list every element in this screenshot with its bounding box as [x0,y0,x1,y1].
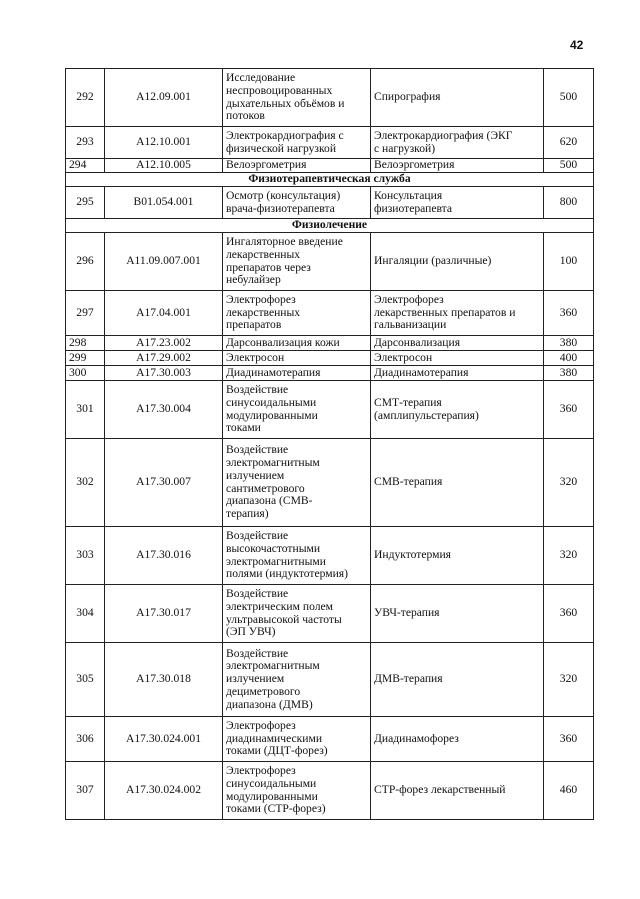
service-code: A17.30.024.001 [105,717,223,762]
service-code: A17.29.002 [105,351,223,366]
service-code: A12.09.001 [105,69,223,127]
service-short-name: СМВ-терапия [371,439,544,527]
service-price: 320 [544,439,594,527]
service-code: A17.30.004 [105,381,223,439]
table-row [66,381,594,439]
row-number: 299 [66,351,105,366]
service-price: 500 [544,159,594,173]
service-name: Электрофорез диадинамическими токами (ДЦТ-форез) [223,717,371,762]
row-number: 301 [66,381,105,439]
row-number: 303 [66,527,105,585]
table-row [66,159,594,173]
table-row [66,291,594,336]
table-row [66,127,594,159]
service-price: 380 [544,366,594,381]
service-code: A17.23.002 [105,336,223,351]
service-price: 360 [544,717,594,762]
service-name: Осмотр (консультация) врача-физиотерапевта [223,187,371,219]
service-short-name: СТР-форез лекарственный [371,762,544,820]
service-price: 500 [544,69,594,127]
service-name: Исследование неспровоцированных дыхательных объёмов и потоков [223,69,371,127]
service-name: Воздействие высокочастотными электромагнитными полями (индуктотермия) [223,527,371,585]
service-name: Электрофорез лекарственных препаратов [223,291,371,336]
page-number: 42 [570,38,584,52]
row-number: 300 [66,366,105,381]
table-row [66,233,594,291]
table-row [66,585,594,643]
row-number: 294 [66,159,105,173]
service-short-name: Консультация физиотерапевта [371,187,544,219]
service-name: Воздействие электромагнитным излучением сантиметрового диапазона (СМВ- терапия) [223,439,371,527]
price-list-body [66,69,594,820]
table-row [66,527,594,585]
service-short-name: Велоэргометрия [371,159,544,173]
service-price: 100 [544,233,594,291]
table-row [66,643,594,717]
service-short-name: СМТ-терапия (амплипульстерапия) [371,381,544,439]
service-code: A17.30.017 [105,585,223,643]
row-number: 295 [66,187,105,219]
table-row [66,439,594,527]
service-code: A17.30.024.002 [105,762,223,820]
service-price: 360 [544,291,594,336]
service-short-name: Индуктотермия [371,527,544,585]
price-list-table [65,68,594,820]
row-number: 302 [66,439,105,527]
service-short-name: Спирография [371,69,544,127]
service-name: Ингаляторное введение лекарственных препаратов через небулайзер [223,233,371,291]
row-number: 297 [66,291,105,336]
service-price: 620 [544,127,594,159]
row-number: 306 [66,717,105,762]
row-number: 305 [66,643,105,717]
service-name: Диадинамотерапия [223,366,371,381]
table-row [66,762,594,820]
service-name: Электрокардиография с физической нагрузкой [223,127,371,159]
table-row [66,366,594,381]
section-title: Физиотерапевтическая служба [66,173,594,187]
service-name: Электрофорез синусоидальными модулированными токами (СТР-форез) [223,762,371,820]
service-short-name: Диадинамофорез [371,717,544,762]
row-number: 307 [66,762,105,820]
service-price: 800 [544,187,594,219]
service-code: B01.054.001 [105,187,223,219]
service-code: A17.30.003 [105,366,223,381]
service-name: Воздействие синусоидальными модулированными токами [223,381,371,439]
service-code: A17.30.018 [105,643,223,717]
row-number: 304 [66,585,105,643]
service-short-name: Электрокардиография (ЭКГ с нагрузкой) [371,127,544,159]
section-header-row [66,173,594,187]
table-row [66,69,594,127]
service-name: Электросон [223,351,371,366]
table-row [66,336,594,351]
service-short-name: УВЧ-терапия [371,585,544,643]
service-price: 380 [544,336,594,351]
service-name: Воздействие электромагнитным излучением дециметрового диапазона (ДМВ) [223,643,371,717]
service-code: A11.09.007.001 [105,233,223,291]
service-code: A17.30.007 [105,439,223,527]
service-price: 400 [544,351,594,366]
service-price: 360 [544,585,594,643]
service-price: 360 [544,381,594,439]
service-code: A12.10.005 [105,159,223,173]
service-price: 460 [544,762,594,820]
service-price: 320 [544,527,594,585]
service-short-name: Диадинамотерапия [371,366,544,381]
row-number: 293 [66,127,105,159]
service-short-name: Ингаляции (различные) [371,233,544,291]
service-name: Воздействие электрическим полем ультравысокой частоты (ЭП УВЧ) [223,585,371,643]
service-name: Дарсонвализация кожи [223,336,371,351]
service-name: Велоэргометрия [223,159,371,173]
table-row [66,351,594,366]
row-number: 292 [66,69,105,127]
service-short-name: ДМВ-терапия [371,643,544,717]
service-short-name: Дарсонвализация [371,336,544,351]
section-header-row [66,219,594,233]
service-code: A17.30.016 [105,527,223,585]
service-code: A12.10.001 [105,127,223,159]
section-title: Физиолечение [66,219,594,233]
service-short-name: Электросон [371,351,544,366]
row-number: 298 [66,336,105,351]
table-row [66,187,594,219]
service-price: 320 [544,643,594,717]
service-short-name: Электрофорез лекарственных препаратов и гальванизации [371,291,544,336]
row-number: 296 [66,233,105,291]
service-code: A17.04.001 [105,291,223,336]
table-row [66,717,594,762]
